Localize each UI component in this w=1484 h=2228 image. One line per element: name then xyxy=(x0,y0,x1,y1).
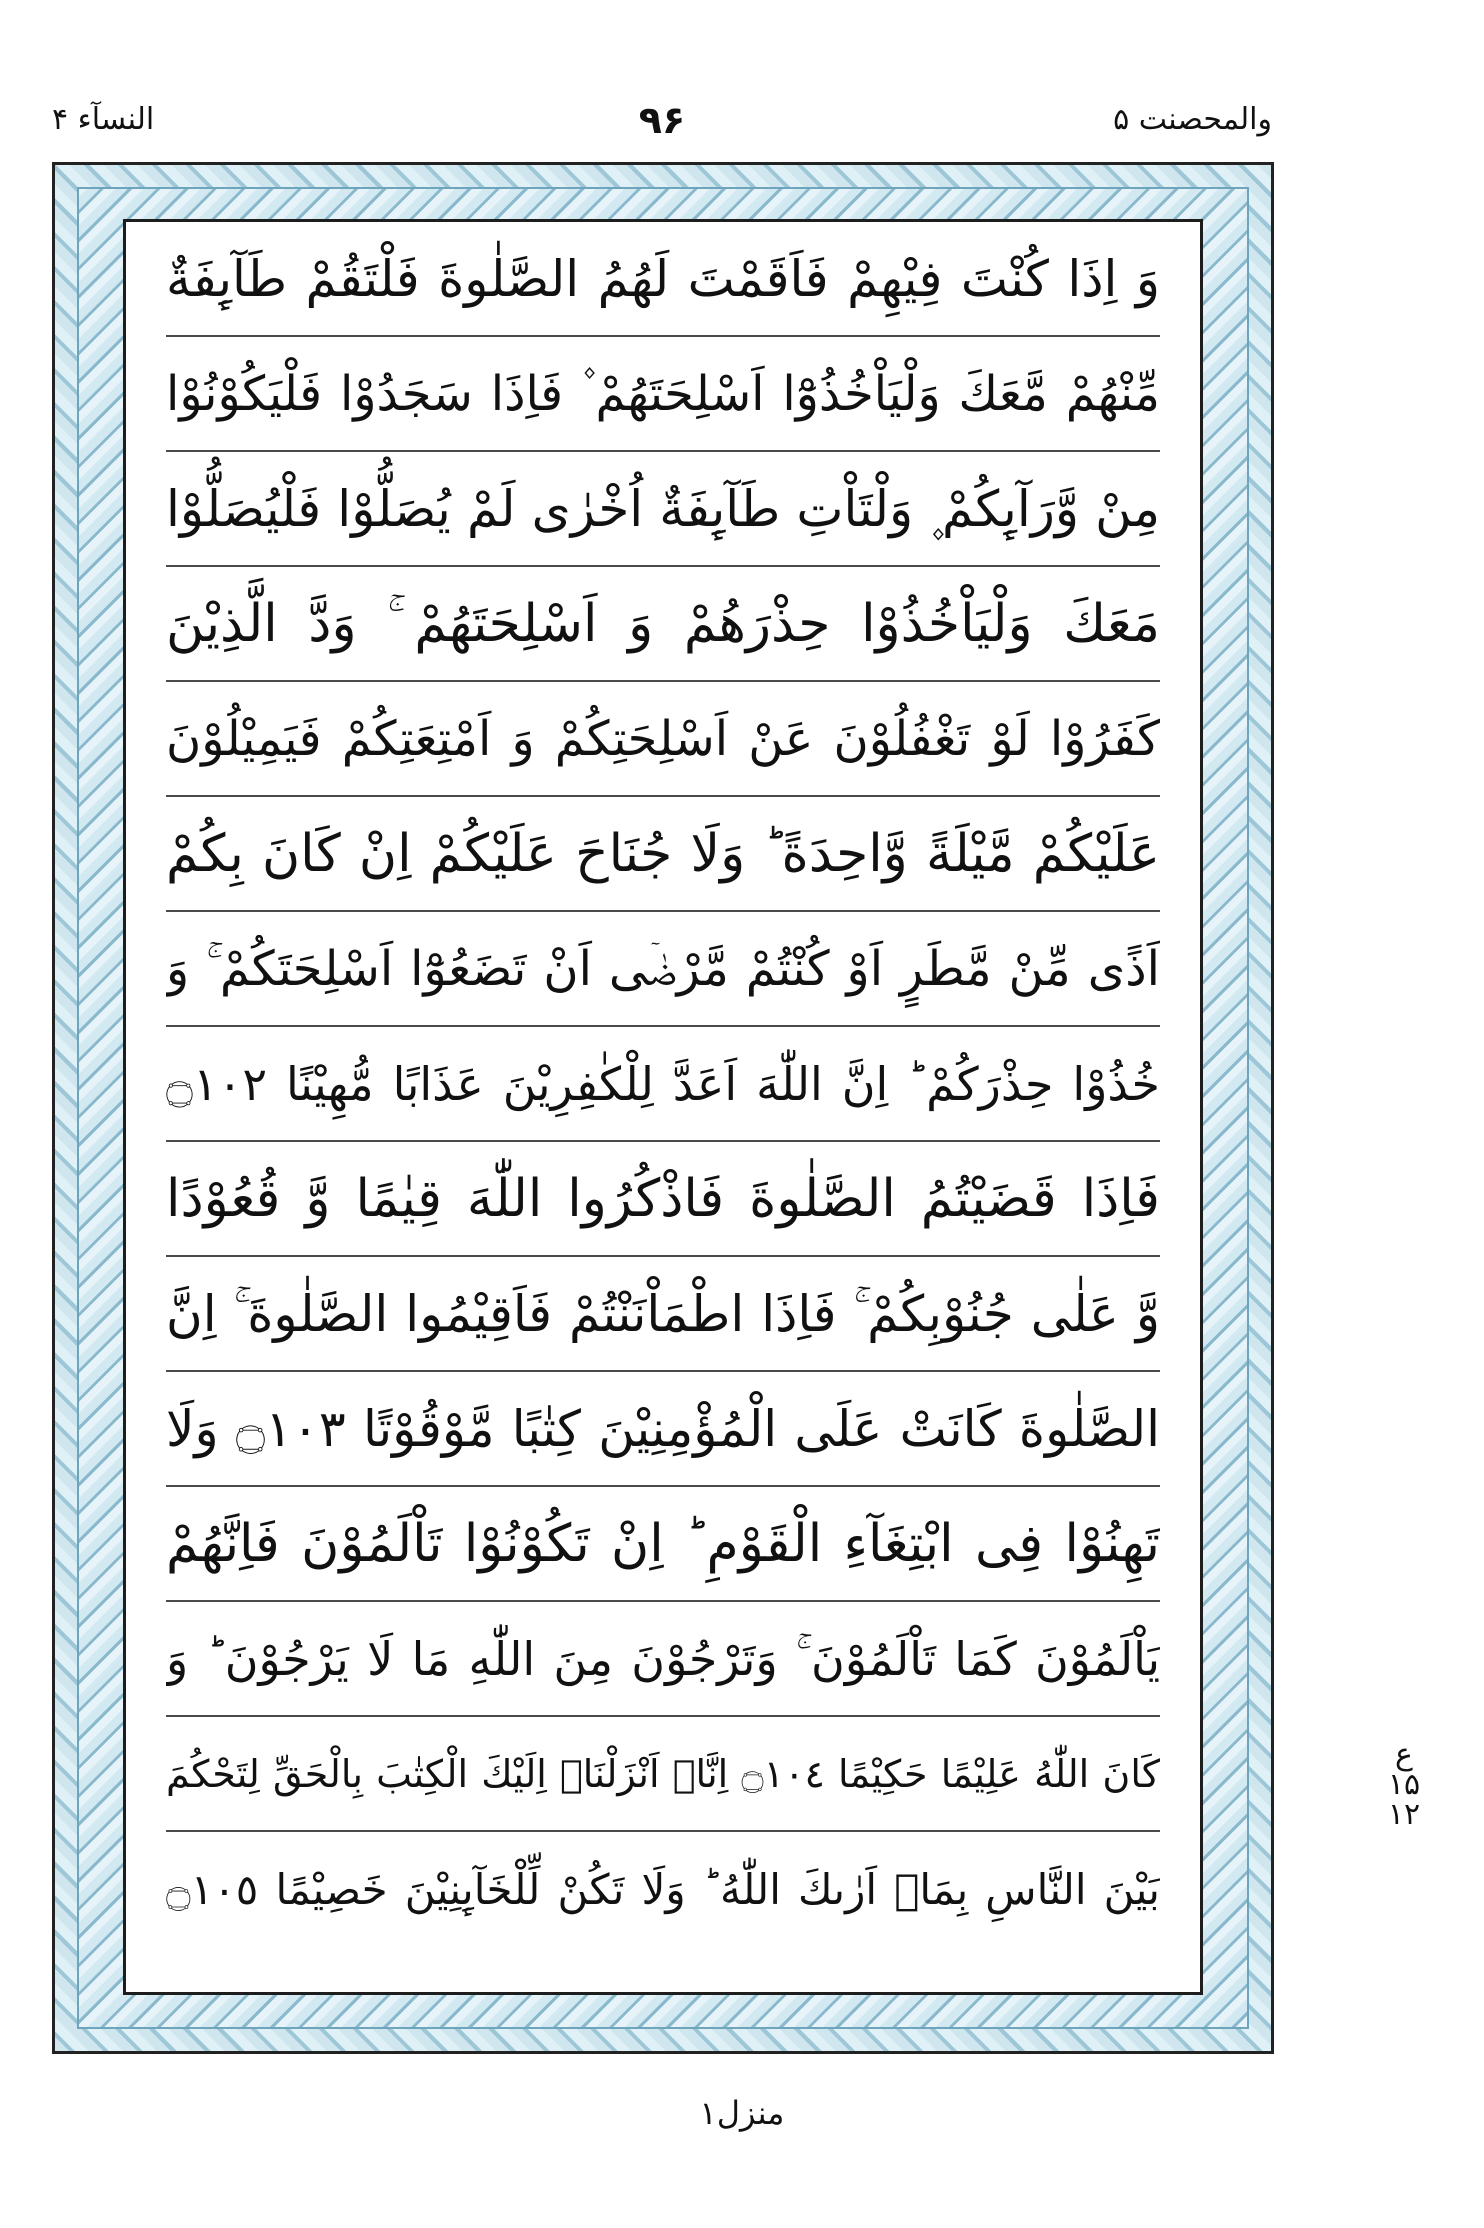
page-header xyxy=(52,92,1272,152)
surah-title: النسآء ۴ xyxy=(52,102,155,137)
verse-line: مَعَكَ وَلْيَاْخُذُوْا حِذْرَهُمْ وَ اَسْلِحَتَهُمْ ۚ وَدَّ الَّذِيْنَ xyxy=(166,567,1160,682)
text-panel xyxy=(123,219,1203,1995)
verse-line: مِنْ وَّرَآىِٕكُمْ ۪ وَلْتَاْتِ طَآىِٕفَةٌ اُخْرٰى لَمْ يُصَلُّوْا فَلْيُصَلُّوْا xyxy=(166,452,1160,567)
verse-line: تَهِنُوْا فِى ابْتِغَآءِ الْقَوْمِ ؕ اِنْ تَكُوْنُوْا تَاْلَمُوْنَ فَاِنَّهُمْ xyxy=(166,1487,1160,1602)
verse-line: وَّ عَلٰى جُنُوْبِكُمْ ۚ فَاِذَا اطْمَاْنَنْتُمْ فَاَقِيْمُوا الصَّلٰوةَ ۚ اِنَّ xyxy=(166,1257,1160,1372)
verse-line: خُذُوْا حِذْرَكُمْ ؕ اِنَّ اللّٰهَ اَعَدَّ لِلْكٰفِرِيْنَ عَذَابًا مُّهِيْنًا ۝١٠٢ xyxy=(166,1027,1160,1142)
verse-line: كَفَرُوْا لَوْ تَغْفُلُوْنَ عَنْ اَسْلِحَتِكُمْ وَ اَمْتِعَتِكُمْ فَيَمِيْلُوْنَ xyxy=(166,682,1160,797)
page-number: ۹۶ xyxy=(638,98,686,142)
verse-line: كَانَ اللّٰهُ عَلِيْمًا حَكِيْمًا ۝١٠٤ اِنَّاۤ اَنْزَلْنَاۤ اِلَيْكَ الْكِتٰبَ بِالْحَقِّ لِتَحْكُمَ xyxy=(166,1717,1160,1832)
verse-line: فَاِذَا قَضَيْتُمُ الصَّلٰوةَ فَاذْكُرُوا اللّٰهَ قِيٰمًا وَّ قُعُوْدًا xyxy=(166,1142,1160,1257)
juz-title: والمحصنت ۵ xyxy=(1113,102,1272,137)
manzil-footer: منزل۱ xyxy=(699,2094,785,2132)
verse-line: بَيْنَ النَّاسِ بِمَاۤ اَرٰٮكَ اللّٰهُ ؕ وَلَا تَكُنْ لِّلْخَآىِٕنِيْنَ خَصِيْمًا ۝١٠٥ xyxy=(166,1865,1160,1914)
verse-lines xyxy=(166,222,1160,1992)
decorative-border xyxy=(52,162,1274,2054)
verse-line: وَ اِذَا كُنْتَ فِيْهِمْ فَاَقَمْتَ لَهُمُ الصَّلٰوةَ فَلْتَقُمْ طَآىِٕفَةٌ xyxy=(166,222,1160,337)
verse-line: عَلَيْكُمْ مَّيْلَةً وَّاحِدَةً ؕ وَلَا جُنَاحَ عَلَيْكُمْ اِنْ كَانَ بِكُمْ xyxy=(166,797,1160,912)
verse-line: الصَّلٰوةَ كَانَتْ عَلَى الْمُؤْمِنِيْنَ كِتٰبًا مَّوْقُوْتًا ۝١٠٣ وَلَا xyxy=(166,1372,1160,1487)
verse-line: يَاْلَمُوْنَ كَمَا تَاْلَمُوْنَ ۚ وَتَرْجُوْنَ مِنَ اللّٰهِ مَا لَا يَرْجُوْنَ ؕ وَ xyxy=(166,1602,1160,1717)
verse-line: مِّنْهُمْ مَّعَكَ وَلْيَاْخُذُوْٓا اَسْلِحَتَهُمْ ۫ فَاِذَا سَجَدُوْا فَلْيَكُوْنُوْا xyxy=(166,337,1160,452)
verse-line: اَذًى مِّنْ مَّطَرٍ اَوْ كُنْتُمْ مَّرْضٰۤى اَنْ تَضَعُوْٓا اَسْلِحَتَكُمْ ۚ وَ xyxy=(166,912,1160,1027)
ruku-marker: ع ۱۵ ۱۲ xyxy=(1387,1737,1421,1832)
